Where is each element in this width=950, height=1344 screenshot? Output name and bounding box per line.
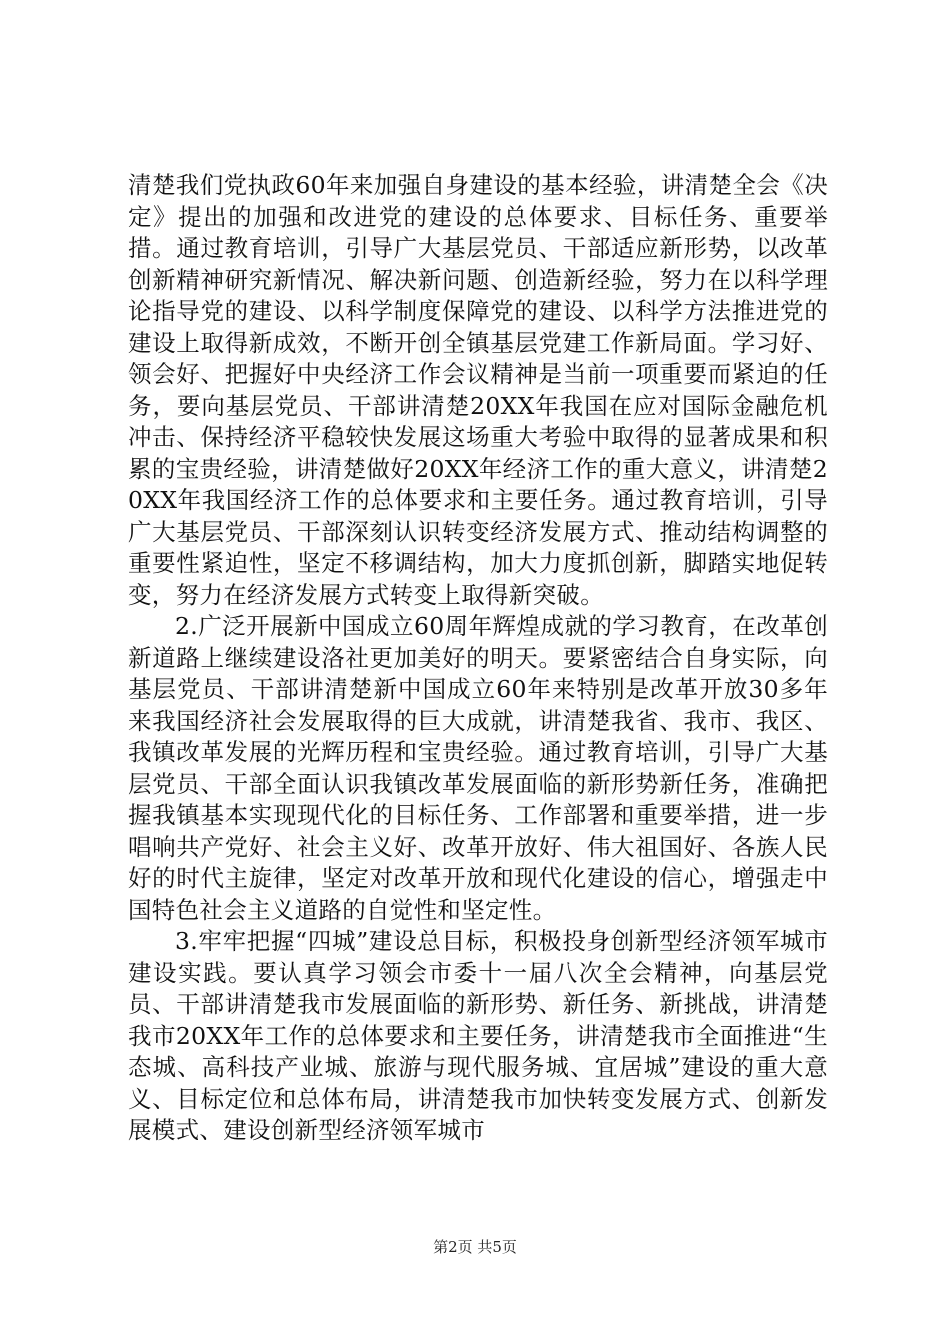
paragraph-2: 2.广泛开展新中国成立60周年辉煌成就的学习教育，在改革创新道路上继续建设洛社更加美好的明天。要紧密结合自身实际，向基层党员、干部讲清楚新中国成立60年来特别是改革开放30多年来我国经济社会发展取得的巨大成就，讲清楚我省、我市、我区、我镇改革发展的光辉历程和宝贵经验。通过教育培训，引导广大基层党员、干部全面认识我镇改革发展面临的新形势新任务，准确把握我镇基本实现现代化的目标任务、工作部署和重要举措，进一步唱响共产党好、社会主义好、改革开放好、伟大祖国好、各族人民好的时代主旋律，坚定对改革开放和现代化建设的信心，增强走中国特色社会主义道路的自觉性和坚定性。 bbox=[128, 612, 828, 924]
document-body bbox=[128, 170, 828, 1147]
page-number-footer: 第2页 共5页 bbox=[433, 1238, 517, 1256]
paragraph-3: 3.牢牢把握“四城”建设总目标，积极投身创新型经济领军城市建设实践。要认真学习领会市委十一届八次全会精神，向基层党员、干部讲清楚我市发展面临的新形势、新任务、新挑战，讲清楚我市20XX年工作的总体要求和主要任务，讲清楚我市全面推进“生态城、高科技产业城、旅游与现代服务城、宜居城”建设的重大意义、目标定位和总体布局，讲清楚我市加快转变发展方式、创新发展模式、建设创新型经济领军城市 bbox=[128, 927, 828, 1144]
paragraph-1: 清楚我们党执政60年来加强自身建设的基本经验，讲清楚全会《决定》提出的加强和改进党的建设的总体要求、目标任务、重要举措。通过教育培训，引导广大基层党员、干部适应新形势，以改革创新精神研究新情况、解决新问题、创造新经验，努力在以科学理论指导党的建设、以科学制度保障党的建设、以科学方法推进党的建设上取得新成效，不断开创全镇基层党建工作新局面。学习好、领会好、把握好中央经济工作会议精神是当前一项重要而紧迫的任务，要向基层党员、干部讲清楚20XX年我国在应对国际金融危机冲击、保持经济平稳较快发展这场重大考验中取得的显著成果和积累的宝贵经验，讲清楚做好20XX年经济工作的重大意义，讲清楚20XX年我国经济工作的总体要求和主要任务。通过教育培训，引导广大基层党员、干部深刻认识转变经济发展方式、推动结构调整的重要性紧迫性，坚定不移调结构，加大力度抓创新，脚踏实地促转变，努力在经济发展方式转变上取得新突破。 bbox=[128, 171, 828, 609]
